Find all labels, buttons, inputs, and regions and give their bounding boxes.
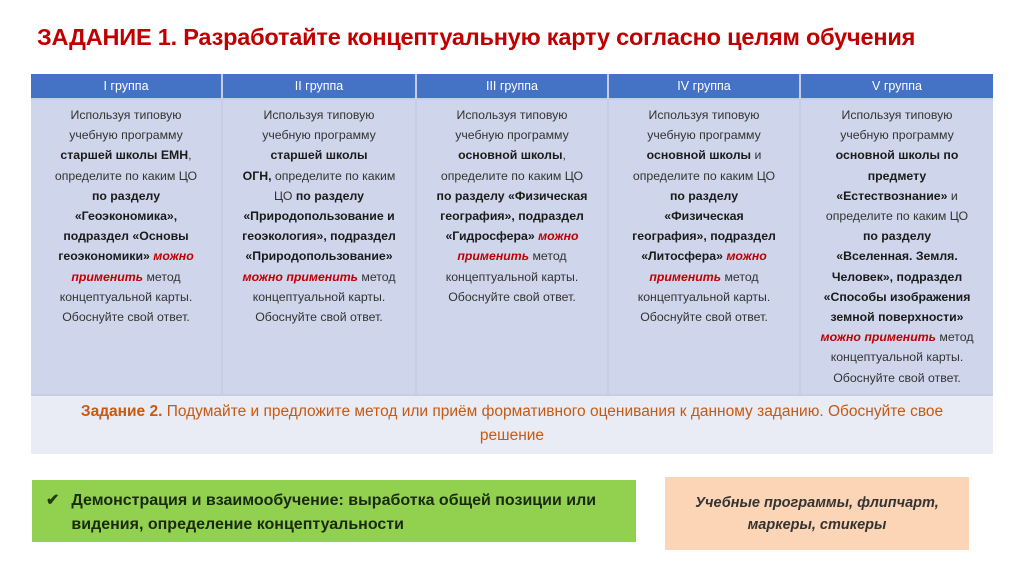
cell-text: Обоснуйте свой ответ.	[448, 289, 576, 304]
bold-text: «Вселенная. Земля.	[836, 249, 958, 264]
highlight-text: можно	[722, 249, 767, 264]
bold-text: основной школы	[458, 148, 563, 163]
group-task-cell	[31, 100, 221, 394]
cell-text: определите по каким	[271, 168, 396, 183]
bold-text: по разделу	[295, 188, 364, 203]
bold-text: земной поверхности»	[830, 310, 964, 325]
cell-text: Обоснуйте свой ответ.	[640, 310, 768, 325]
cell-text: и	[751, 148, 762, 163]
cell-text: метод	[529, 249, 567, 264]
cell-text: Используя типовую	[841, 108, 953, 122]
bold-text: география», подраздел	[632, 229, 776, 244]
cell-text: учебную программу	[262, 128, 376, 143]
column-header: III группа	[417, 74, 607, 98]
task-table	[31, 74, 993, 454]
cell-text: ,	[188, 148, 192, 163]
cell-text: концептуальной карты.	[445, 269, 579, 284]
task-2-row	[31, 396, 993, 454]
bold-text: подраздел «Основы	[63, 229, 189, 244]
method-box	[32, 480, 636, 542]
cell-text: Используя типовую	[648, 108, 760, 122]
bold-text: основной школы	[646, 148, 752, 163]
bold-text: Человек», подраздел	[831, 269, 963, 284]
column-header: V группа	[801, 74, 993, 98]
cell-text: определите по каким ЦО	[825, 209, 969, 224]
highlight-text: можно	[534, 229, 579, 244]
highlight-text: применить	[457, 249, 530, 264]
cell-text: Используя типовую	[263, 108, 375, 122]
cell-text: Используя типовую	[456, 108, 568, 122]
bold-text: «Литосфера»	[641, 249, 723, 264]
cell-text: метод	[721, 269, 759, 284]
cell-text: учебную программу	[69, 128, 183, 143]
bold-text: по разделу	[862, 229, 932, 244]
cell-text: ,	[562, 148, 566, 163]
bold-text: предмету	[867, 168, 927, 183]
bold-text: основной школы по	[835, 148, 959, 163]
bold-text: ОГН,	[242, 168, 272, 183]
cell-text: учебную программу	[455, 128, 569, 143]
cell-text: концептуальной карты.	[637, 289, 771, 304]
cell-text: учебную программу	[840, 128, 954, 143]
group-task-cell	[417, 100, 607, 394]
cell-text: определите по каким ЦО	[632, 168, 776, 183]
bold-text: геоэкология», подраздел	[242, 229, 396, 244]
bold-text: «Природопользование и	[243, 209, 395, 224]
highlight-text: можно применить	[820, 330, 936, 345]
cell-text: метод	[935, 330, 974, 345]
cell-text: определите по каким ЦО	[440, 168, 584, 183]
check-icon: ✔	[46, 492, 60, 509]
bold-text: старшей школы ЕМН	[60, 148, 189, 163]
cell-text: определите по каким ЦО	[54, 168, 198, 183]
bold-text: «Естествознание»	[836, 188, 948, 203]
bold-text: «Природопользование»	[245, 249, 393, 264]
task-2-text: Подумайте и предложите метод или приём формативного оценивания к данному заданию. Обоснуйте свое решение	[162, 403, 944, 444]
bold-text: «Гидросфера»	[445, 229, 535, 244]
slide-title: ЗАДАНИЕ 1. Разработайте концептуальную карту согласно целям обучения	[37, 24, 916, 50]
cell-text: концептуальной карты.	[830, 350, 964, 365]
cell-text: концептуальной карты.	[59, 289, 193, 304]
cell-text: и	[947, 188, 958, 203]
resources-box	[665, 477, 969, 550]
task-2-label: Задание 2.	[80, 403, 163, 420]
cell-text: ЦО	[274, 188, 296, 203]
bold-text: геоэкономики»	[58, 249, 150, 264]
cell-text: учебную программу	[647, 128, 761, 143]
highlight-text: можно	[149, 249, 194, 264]
method-text: Демонстрация и взаимообучение: выработка общей позиции или видения, определение концептуальности	[71, 492, 597, 533]
highlight-text: можно применить	[242, 269, 358, 284]
resources-text: Учебные программы, флипчарт, маркеры, стикеры	[695, 494, 939, 533]
highlight-text: применить	[71, 269, 144, 284]
column-header: II группа	[223, 74, 415, 98]
group-task-cell	[801, 100, 993, 394]
group-task-cell	[609, 100, 799, 394]
bold-text: по разделу	[91, 188, 161, 203]
bold-text: старшей школы	[270, 148, 368, 163]
column-header: IV группа	[609, 74, 799, 98]
cell-text: Используя типовую	[70, 108, 182, 122]
column-header: I группа	[31, 74, 221, 98]
cell-text: Обоснуйте свой ответ.	[255, 310, 383, 325]
bold-text: «Способы изображения	[823, 289, 971, 304]
bold-text: по разделу «Физическая	[436, 188, 588, 203]
cell-text: Обоснуйте свой ответ.	[62, 310, 190, 325]
bold-text: «Физическая	[664, 209, 744, 224]
cell-text: Обоснуйте свой ответ.	[833, 370, 961, 385]
cell-text: концептуальной карты.	[252, 289, 386, 304]
cell-text: метод	[357, 269, 396, 284]
bold-text: «Геоэкономика»,	[74, 209, 178, 224]
bold-text: география», подраздел	[440, 209, 584, 224]
cell-text: метод	[143, 269, 181, 284]
bold-text: по разделу	[669, 188, 739, 203]
group-task-cell	[223, 100, 415, 394]
highlight-text: применить	[649, 269, 722, 284]
